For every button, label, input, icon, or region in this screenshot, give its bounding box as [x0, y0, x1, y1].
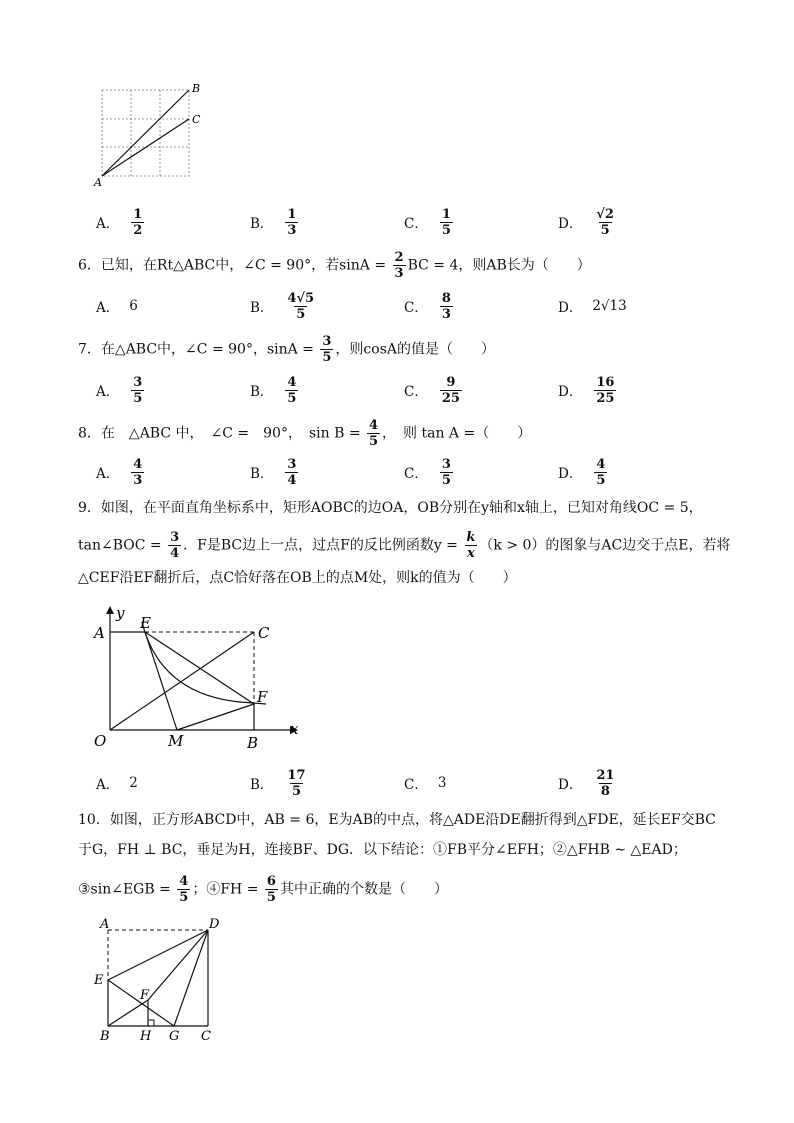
label-e: E [140, 614, 151, 632]
label-h: H [140, 1029, 152, 1044]
q8-option-c[interactable]: C． $\frac{3}{5}$ [404, 456, 451, 488]
label-y: y [116, 604, 125, 622]
label-e: E [94, 973, 104, 988]
q5-option-d[interactable]: D． $\frac{√2}{5}$ [558, 206, 614, 238]
q5-options [96, 202, 736, 242]
label-g: G [169, 1029, 180, 1044]
q7-options [96, 370, 736, 410]
q9-stem-line2: tan∠BOC = $\frac{3}{4}$ ．F是BC边上一点，过点F的反比例函数y = $\frac{k}{x}$ （k > 0）的图象与AC边交于点E，若将 [78, 530, 731, 561]
q9-option-b[interactable]: B． $\frac{17}{5}$ [250, 767, 306, 799]
q9-stem-line1: 9．如图，在平面直角坐标系中，矩形AOBC的边OA，OB分别在y轴和x轴上，已知对角线OC = 5， [78, 500, 703, 516]
q8-option-d[interactable]: D． $\frac{4}{5}$ [558, 456, 606, 488]
label-a: A [100, 917, 110, 932]
square-figure [88, 914, 224, 1046]
q10-stem-line1: 10．如图，正方形ABCD中，AB = 6，E为AB的中点，将△ADE沿DE翻折得到△FDE，延长EF交BC [78, 812, 716, 828]
label-f: F [257, 688, 268, 706]
q7-option-a[interactable]: A． $\frac{3}{5}$ [96, 374, 143, 406]
right-angle-mark [148, 1020, 154, 1026]
q9-option-a[interactable]: A． 2 [96, 775, 138, 793]
q6-option-c[interactable]: C． $\frac{8}{3}$ [404, 290, 451, 322]
label-o: O [94, 732, 107, 750]
q6-option-b[interactable]: B． $\frac{4√5}{5}$ [250, 290, 315, 322]
q8-stem: 8．在 △ABC 中， ∠C = 90°， sin B = $\frac{4}{5}$ ， 则 tan A =（ ） [78, 418, 532, 449]
segment-ac [102, 119, 189, 176]
q7-option-b[interactable]: B． $\frac{4}{5}$ [250, 374, 297, 406]
q6-stem: 6．已知，在Rt△ABC中，∠C = 90°，若sinA = $\frac{2}{3}$ BC = 4，则AB长为（ ） [78, 250, 591, 281]
y-axis-arrow [106, 606, 114, 614]
label-f: F [140, 988, 150, 1003]
q5-option-a[interactable]: A． $\frac{1}{2}$ [96, 206, 143, 238]
q9-option-c[interactable]: C． 3 [404, 775, 447, 793]
grid-figure [92, 82, 212, 190]
q7-stem: 7．在△ABC中，∠C = 90°，sinA = $\frac{3}{5}$ ，则cosA的值是（ ） [78, 334, 495, 365]
coordinate-figure [90, 604, 310, 754]
label-b: B [100, 1029, 110, 1044]
label-a: A [94, 624, 105, 642]
q9-option-d[interactable]: D． $\frac{21}{8}$ [558, 767, 615, 799]
diagonal-oc [110, 632, 254, 730]
q10-stem-line3: ③sin∠EGB = $\frac{4}{5}$ ；④FH = $\frac{6}{5}$ 其中正确的个数是（ ） [78, 874, 448, 905]
label-c: C [192, 113, 201, 126]
segment-ab [102, 90, 189, 176]
label-d: D [209, 917, 220, 932]
label-c: C [258, 624, 270, 642]
label-a: A [94, 176, 102, 189]
q6-option-d[interactable]: D． 2√13 [558, 298, 627, 316]
q9-options [96, 763, 736, 803]
hyperbola-curve [142, 622, 266, 704]
q6-options [96, 286, 736, 326]
q9-stem-line3: △CEF沿EF翻折后，点C恰好落在OB上的点M处，则k的值为（ ） [78, 570, 517, 586]
segment-bf [108, 1000, 148, 1026]
q5-option-c[interactable]: C． $\frac{1}{5}$ [404, 206, 451, 238]
segment-em [145, 632, 177, 730]
label-x: x [290, 720, 299, 738]
segment-mf [177, 704, 254, 730]
label-m: M [168, 732, 184, 750]
q8-option-a[interactable]: A． $\frac{4}{3}$ [96, 456, 143, 488]
q5-option-b[interactable]: B． $\frac{1}{3}$ [250, 206, 297, 238]
label-b: B [192, 82, 201, 95]
q7-option-c[interactable]: C． $\frac{9}{25}$ [404, 374, 460, 406]
q8-options [96, 452, 736, 492]
q10-stem-line2: 于G，FH ⊥ BC，垂足为H，连接BF、DG．以下结论：①FB平分∠EFH；②△FHB ∼ △EAD； [78, 842, 687, 858]
q7-option-d[interactable]: D． $\frac{16}{25}$ [558, 374, 615, 406]
q6-option-a[interactable]: A． 6 [96, 298, 138, 316]
label-b: B [247, 734, 259, 752]
label-c: C [201, 1029, 211, 1044]
segment-fd [148, 930, 208, 1000]
q8-option-b[interactable]: B． $\frac{3}{4}$ [250, 456, 297, 488]
